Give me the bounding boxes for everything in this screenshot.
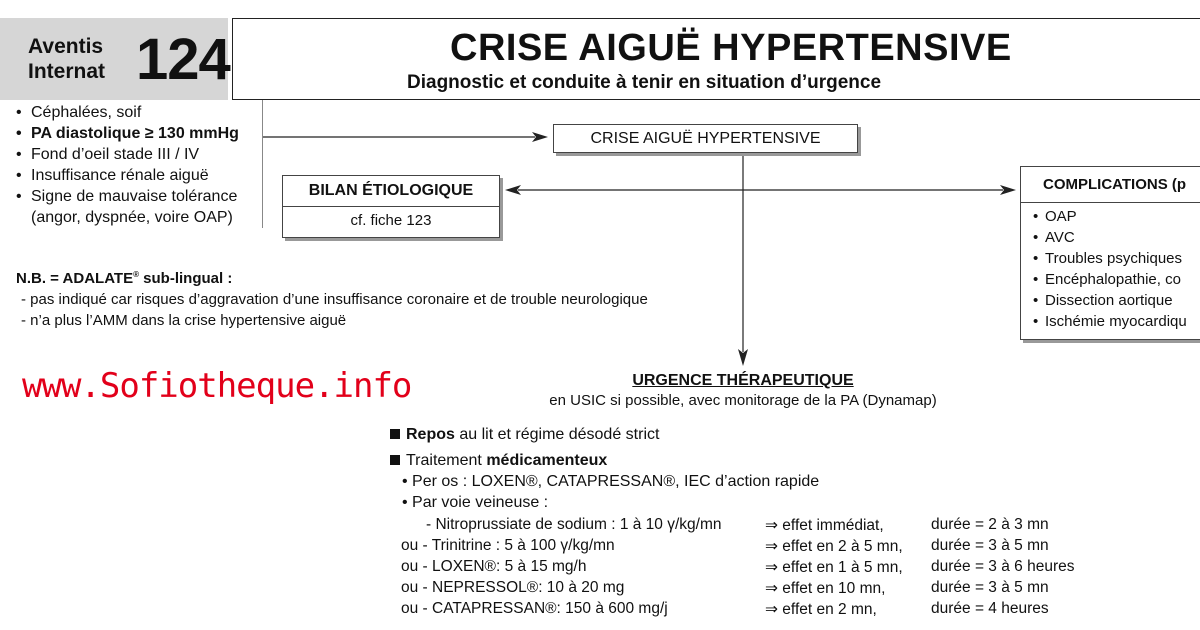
drug-duration: durée = 3 à 6 heures [931, 558, 1075, 575]
nb-line: - pas indiqué car risques d’aggravation d’une insuffisance coronaire et de trouble neurologique [21, 291, 648, 308]
symptom-item: • Céphalées, soif [16, 102, 239, 123]
trait-bold: médicamenteux [486, 452, 608, 469]
drug-name: ou - NEPRESSOL®: 10 à 20 mg [401, 579, 625, 596]
symptom-item: • PA diastolique ≥ 130 mmHg [16, 123, 239, 144]
treatment-repos [390, 424, 819, 445]
bilan-box [282, 175, 500, 238]
brand-line-2: Internat [28, 60, 106, 83]
treatment-iv: • Par voie veineuse : [402, 494, 549, 511]
treatment-medic [390, 450, 819, 471]
complication-item: • Ischémie myocardiqu [1033, 311, 1200, 332]
drug-name: - Nitroprussiate de sodium : 1 à 10 γ/kg/mn [426, 516, 722, 533]
nb-title-suffix: sub-lingual : [139, 270, 233, 287]
drug-duration: durée = 3 à 5 mn [931, 537, 1049, 554]
fiche-number: 124 [136, 27, 230, 92]
urgence-block [508, 372, 978, 409]
bilan-body: cf. fiche 123 [350, 212, 432, 229]
symptom-divider [262, 100, 263, 228]
nb-reg-mark: ® [133, 270, 139, 279]
drug-effect: ⇒ effet en 2 à 5 mn, [765, 538, 903, 555]
drug-effect: ⇒ effet immédiat, [765, 517, 884, 534]
square-bullet-icon [390, 429, 400, 439]
trait-pre: Traitement [406, 452, 487, 469]
crise-box: CRISE AIGUË HYPERTENSIVE [553, 124, 858, 153]
complication-item: • Troubles psychiques [1033, 248, 1200, 269]
drug-effect: ⇒ effet en 1 à 5 mn, [765, 559, 903, 576]
complications-box [1020, 166, 1200, 340]
complications-title: COMPLICATIONS (p [1021, 167, 1200, 203]
symptom-list [16, 102, 239, 228]
complication-item: • AVC [1033, 227, 1200, 248]
symptom-item: • Fond d’oeil stade III / IV [16, 144, 239, 165]
drug-duration: durée = 2 à 3 mn [931, 516, 1049, 533]
symptom-item: • Signe de mauvaise tolérance [16, 186, 239, 207]
drug-name: ou - CATAPRESSAN®: 150 à 600 mg/j [401, 600, 668, 617]
nb-line: - n’a plus l’AMM dans la crise hypertensive aiguë [21, 312, 347, 329]
watermark-url: www.Sofiotheque.info [22, 366, 412, 406]
drug-name: ou - Trinitrine : 5 à 100 γ/kg/mn [401, 537, 615, 554]
nb-title-text: N.B. = ADALATE [16, 270, 134, 287]
repos-rest: au lit et régime désodé strict [454, 426, 660, 443]
urgence-title: URGENCE THÉRAPEUTIQUE [632, 372, 854, 389]
drug-effect: ⇒ effet en 2 mn, [765, 601, 877, 618]
drug-duration: durée = 3 à 5 mn [931, 579, 1049, 596]
page-subtitle: Diagnostic et conduite à tenir en situation d’urgence [407, 72, 882, 93]
page-title: CRISE AIGUË HYPERTENSIVE [450, 27, 1012, 69]
nb-title [16, 264, 648, 289]
complication-item: • Encéphalopathie, co [1033, 269, 1200, 290]
symptom-item-continued: (angor, dyspnée, voire OAP) [31, 209, 233, 226]
treatment-block [390, 424, 819, 513]
nb-note [16, 264, 648, 331]
complication-item: • OAP [1033, 206, 1200, 227]
drug-name: ou - LOXEN®: 5 à 15 mg/h [401, 558, 587, 575]
repos-bold: Repos [406, 426, 455, 443]
complication-item: • Dissection aortique [1033, 290, 1200, 311]
brand-line-1: Aventis [28, 35, 104, 58]
drug-effect: ⇒ effet en 10 mn, [765, 580, 886, 597]
symptom-item: • Insuffisance rénale aiguë [16, 165, 239, 186]
urgence-subtitle: en USIC si possible, avec monitorage de la PA (Dynamap) [549, 392, 937, 409]
square-bullet-icon [390, 455, 400, 465]
complications-list [1021, 203, 1200, 332]
drug-duration: durée = 4 heures [931, 600, 1049, 617]
bilan-title: BILAN ÉTIOLOGIQUE [283, 176, 499, 207]
treatment-peros: • Per os : LOXEN®, CATAPRESSAN®, IEC d’action rapide [402, 473, 820, 490]
